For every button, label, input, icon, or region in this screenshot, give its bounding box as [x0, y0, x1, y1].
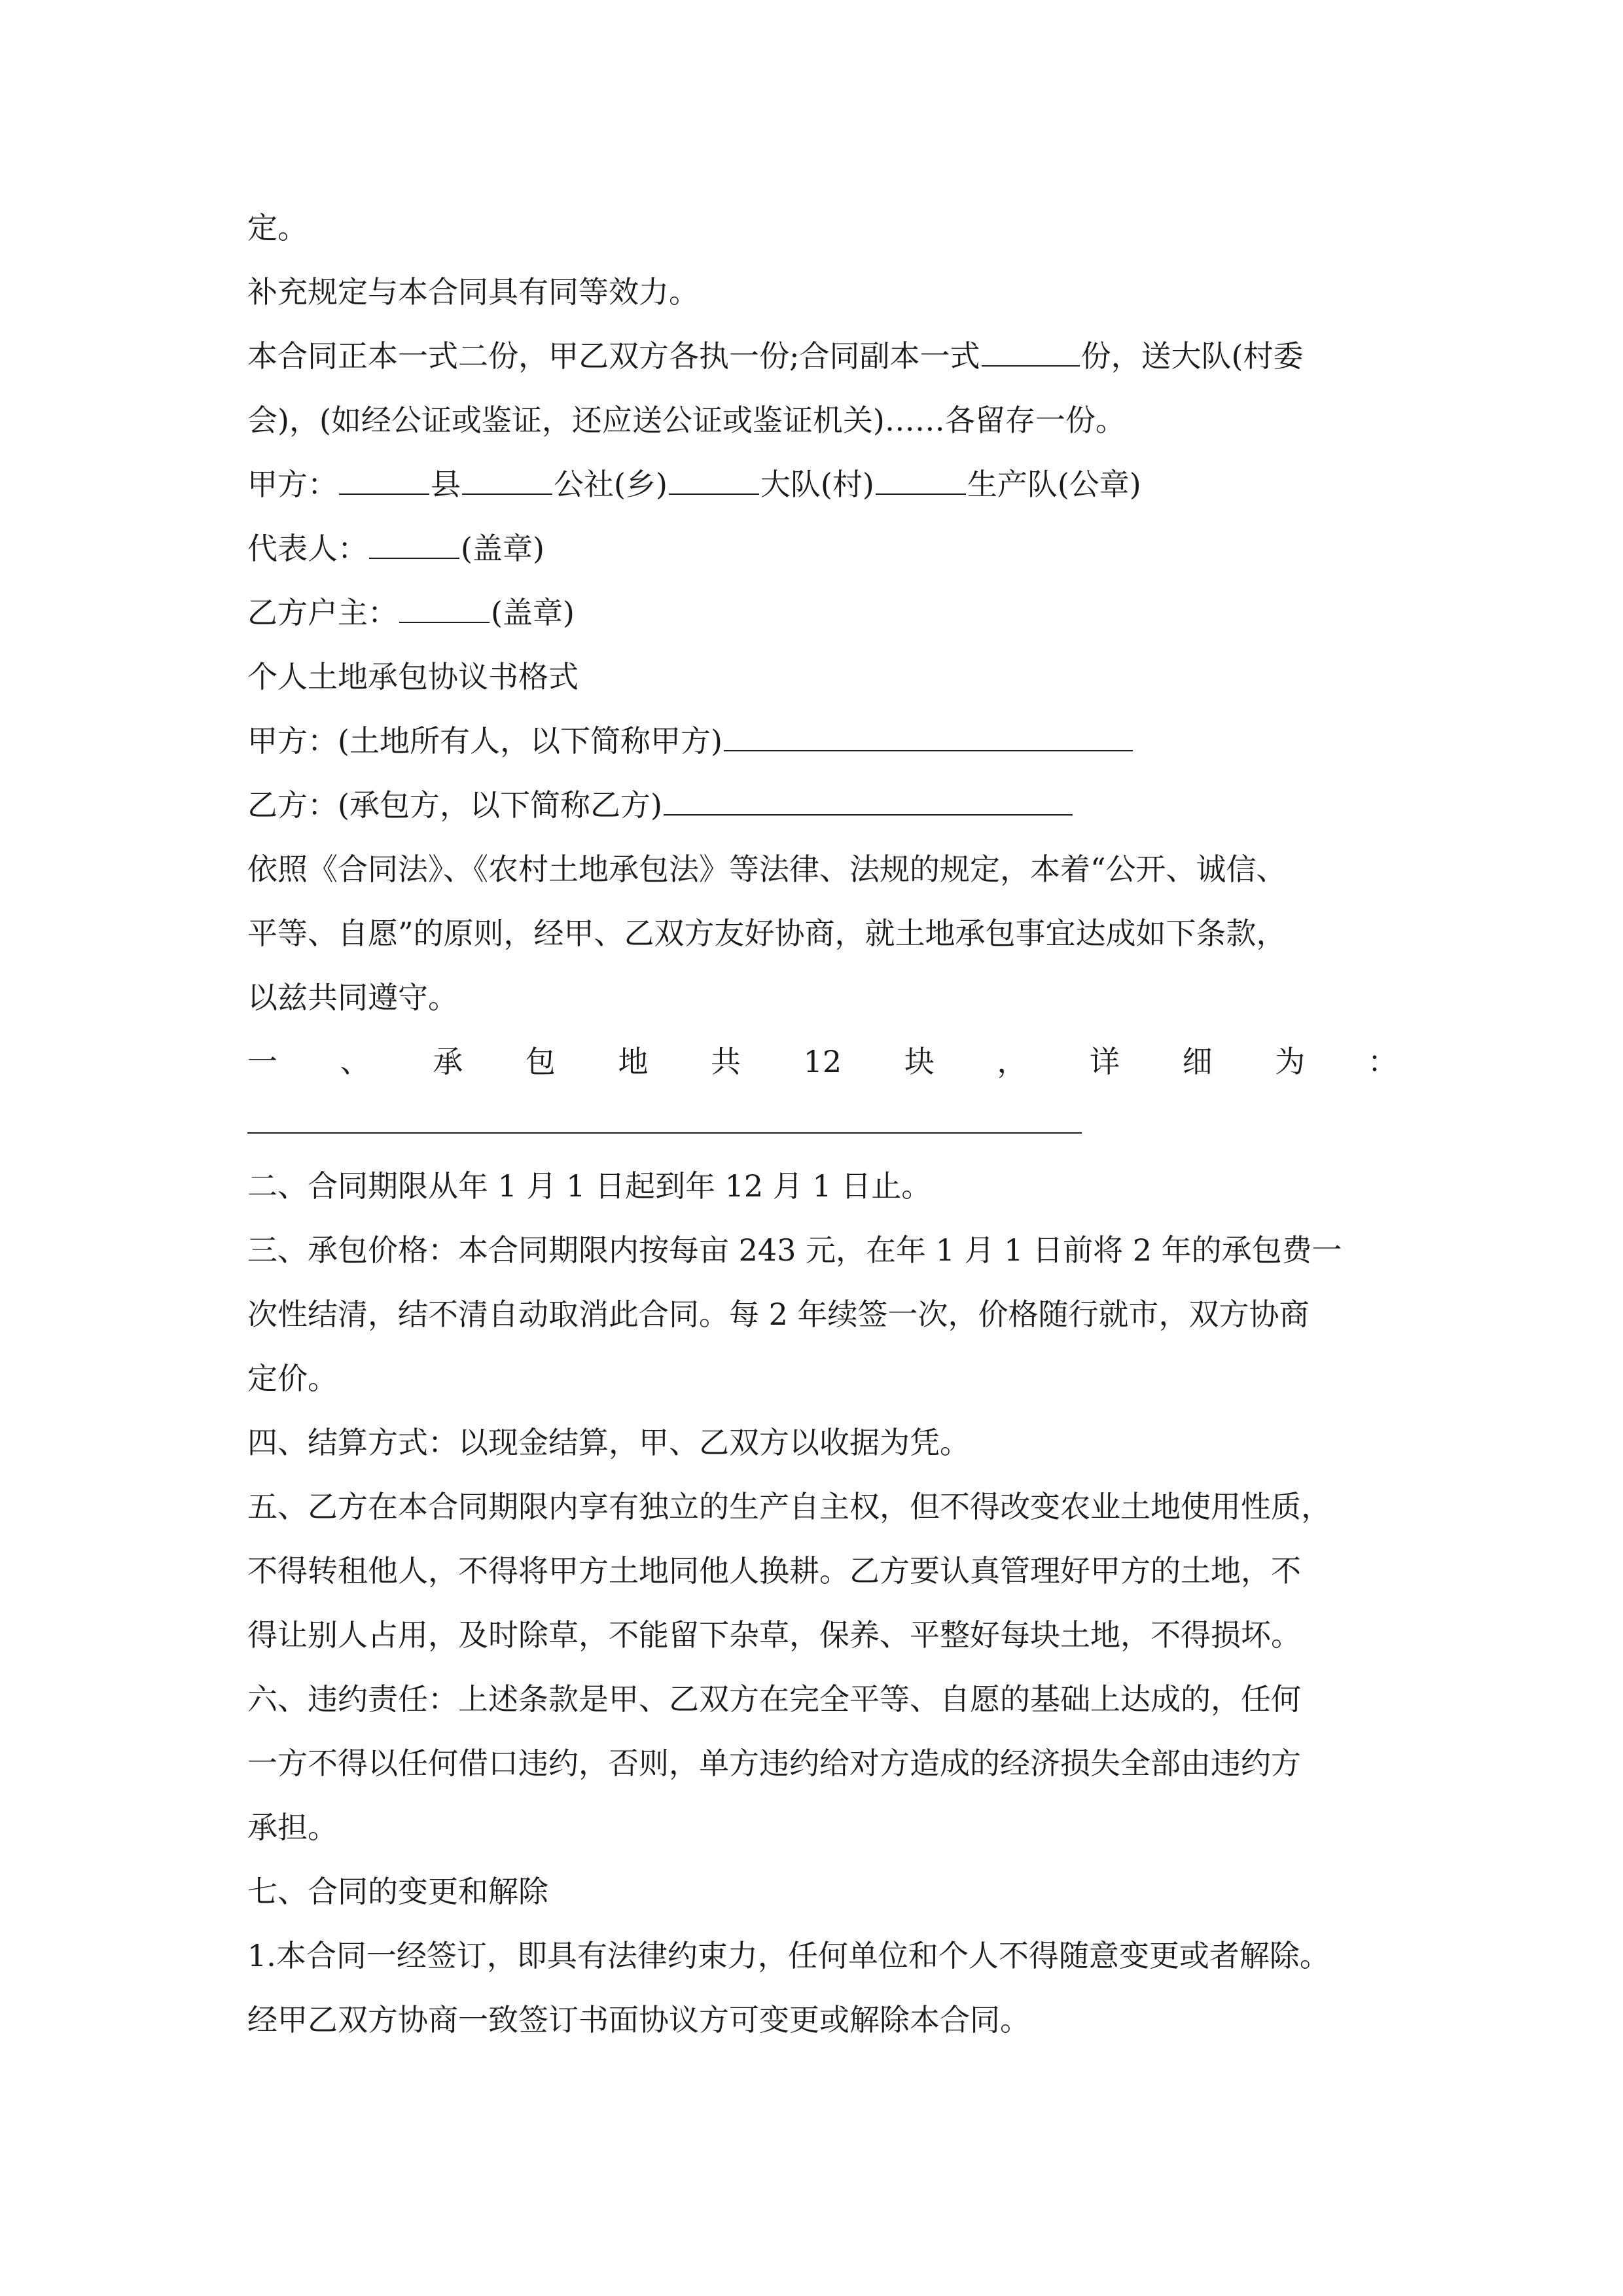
- commune-blank[interactable]: [462, 465, 552, 495]
- text-line: 不得转租他人，不得将甲方土地同他人换耕。乙方要认真管理好甲方的土地，不: [247, 1553, 1301, 1588]
- party-b-line: 乙方：(承包方，以下简称乙方): [247, 785, 1074, 825]
- text-line: 得让别人占用，及时除草，不能留下杂草，保养、平整好每块土地，不得损坏。: [247, 1617, 1301, 1653]
- party-a-address-line: 甲方： 县 公社(乡) 大队(村) 生产队(公章): [247, 465, 1141, 504]
- text-line: 定价。: [247, 1361, 338, 1396]
- text-line: 次性结清，结不清自动取消此合同。每 2 年续签一次，价格随行就市，双方协商: [247, 1297, 1310, 1332]
- brigade-blank[interactable]: [669, 465, 759, 495]
- text-line: 三、承包价格：本合同期限内按每亩 243 元，在年 1 月 1 日前将 2 年的承包费一: [247, 1232, 1342, 1268]
- party-a-line: 甲方：(土地所有人，以下简称甲方): [247, 721, 1134, 761]
- text-line: 四、结算方式：以现金结算，甲、乙双方以收据为凭。: [247, 1425, 970, 1460]
- text-line: 1.本合同一经签订，即具有法律约束力，任何单位和个人不得随意变更或者解除。: [247, 1938, 1330, 1973]
- section-heading: 个人土地承包协议书格式: [247, 659, 579, 694]
- text-line: 二、合同期限从年 1 月 1 日起到年 12 月 1 日止。: [247, 1168, 932, 1204]
- party-a-name-blank[interactable]: [724, 721, 1133, 751]
- text-line: 五、乙方在本合同期限内享有独立的生产自主权，但不得改变农业土地使用性质，: [247, 1489, 1331, 1524]
- text-line: 一方不得以任何借口违约，否则，单方违约给对方造成的经济损失全部由违约方: [247, 1746, 1301, 1781]
- text-line: 经甲乙双方协商一致签订书面协议方可变更或解除本合同。: [247, 2002, 1030, 2037]
- copies-clause: 本合同正本一式二份，甲乙双方各执一份;合同副本一式 份，送大队(村委: [247, 336, 1303, 376]
- text-line: 会)，(如经公证或鉴证，还应送公证或鉴证机关)……各留存一份。: [247, 403, 1126, 438]
- representative-blank[interactable]: [369, 529, 459, 559]
- party-b-name-blank[interactable]: [664, 785, 1073, 816]
- text-line: 定。: [247, 210, 308, 245]
- text-line: 依照《合同法》、《农村土地承包法》等法律、法规的规定，本着“公开、诚信、: [247, 852, 1287, 887]
- text-line: 承担。: [247, 1810, 338, 1845]
- clause-one-line: 一 、 承 包 地 共 12 块 ， 详 细 为 ：: [247, 1044, 1398, 1079]
- party-b-householder-line: 乙方户主： (盖章): [247, 593, 575, 632]
- representative-line: 代表人： (盖章): [247, 529, 544, 568]
- text-line: 平等、自愿”的原则，经甲、乙双方友好协商，就土地承包事宜达成如下条款，: [247, 916, 1287, 951]
- text-line: 六、违约责任：上述条款是甲、乙双方在完全平等、自愿的基础上达成的，任何: [247, 1681, 1301, 1717]
- copies-count-blank[interactable]: [982, 336, 1080, 367]
- text-line: 以兹共同遵守。: [247, 980, 458, 1015]
- text-line: 补充规定与本合同具有同等效力。: [247, 274, 699, 310]
- land-details-blank[interactable]: [247, 1132, 1082, 1134]
- section-heading: 七、合同的变更和解除: [247, 1874, 548, 1909]
- county-blank[interactable]: [339, 465, 429, 495]
- production-team-blank[interactable]: [876, 465, 966, 495]
- householder-blank[interactable]: [399, 593, 490, 623]
